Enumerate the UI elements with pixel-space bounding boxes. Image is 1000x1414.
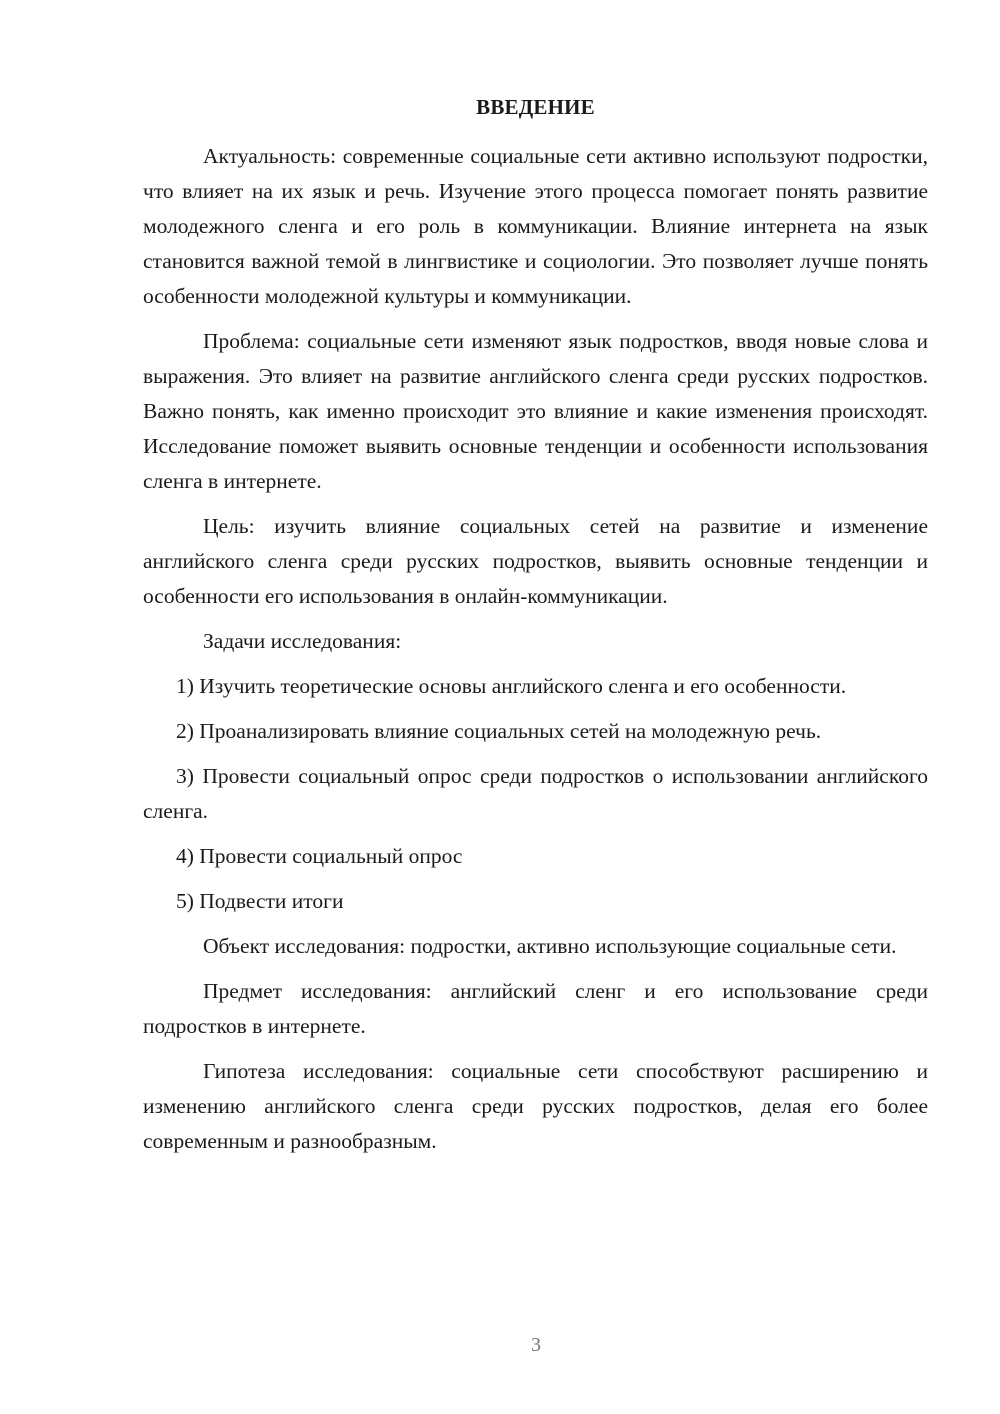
document-page [143, 90, 928, 1169]
paragraph-relevance: Актуальность: современные социальные сети активно используют подростки, что влияет на их язык и речь. Изучение этого процесса помогает понять развитие молодежного сленга и его роль в коммуникации. Влияние интернета на язык становится важной темой в лингвистике и социологии. Это позволяет лучше понять особенности молодежной культуры и коммуникации. [143, 144, 928, 308]
tasks-heading: Задачи исследования: [203, 629, 402, 653]
task-item-1: 1) Изучить теоретические основы английского сленга и его особенности. [176, 674, 847, 698]
paragraph-object: Объект исследования: подростки, активно использующие социальные сети. [203, 934, 897, 958]
paragraph-subject: Предмет исследования: английский сленг и его использование среди подростков в интернете. [143, 979, 928, 1038]
paragraph-goal: Цель: изучить влияние социальных сетей на развитие и изменение английского сленга среди русских подростков, выявить основные тенденции и особенности его использования в онлайн-коммуникации. [143, 514, 928, 608]
paragraph-problem: Проблема: социальные сети изменяют язык подростков, вводя новые слова и выражения. Это влияет на развитие английского сленга среди русских подростков. Важно понять, как именно происходит это влияние и какие изменения происходят. Исследование поможет выявить основные тенденции и особенности использования сленга в интернете. [143, 329, 928, 493]
paragraph-hypothesis: Гипотеза исследования: социальные сети способствуют расширению и изменению английского сленга среди русских подростков, делая его более современным и разнообразным. [143, 1059, 928, 1153]
task-item-5: 5) Подвести итоги [176, 889, 344, 913]
task-item-3: 3) Провести социальный опрос среди подростков о использовании английского сленга. [143, 764, 928, 823]
page-number: 3 [531, 1334, 541, 1356]
task-item-2: 2) Проанализировать влияние социальных сетей на молодежную речь. [176, 719, 822, 743]
task-item-4: 4) Провести социальный опрос [176, 844, 463, 868]
page-title: ВВЕДЕНИЕ [476, 95, 595, 119]
